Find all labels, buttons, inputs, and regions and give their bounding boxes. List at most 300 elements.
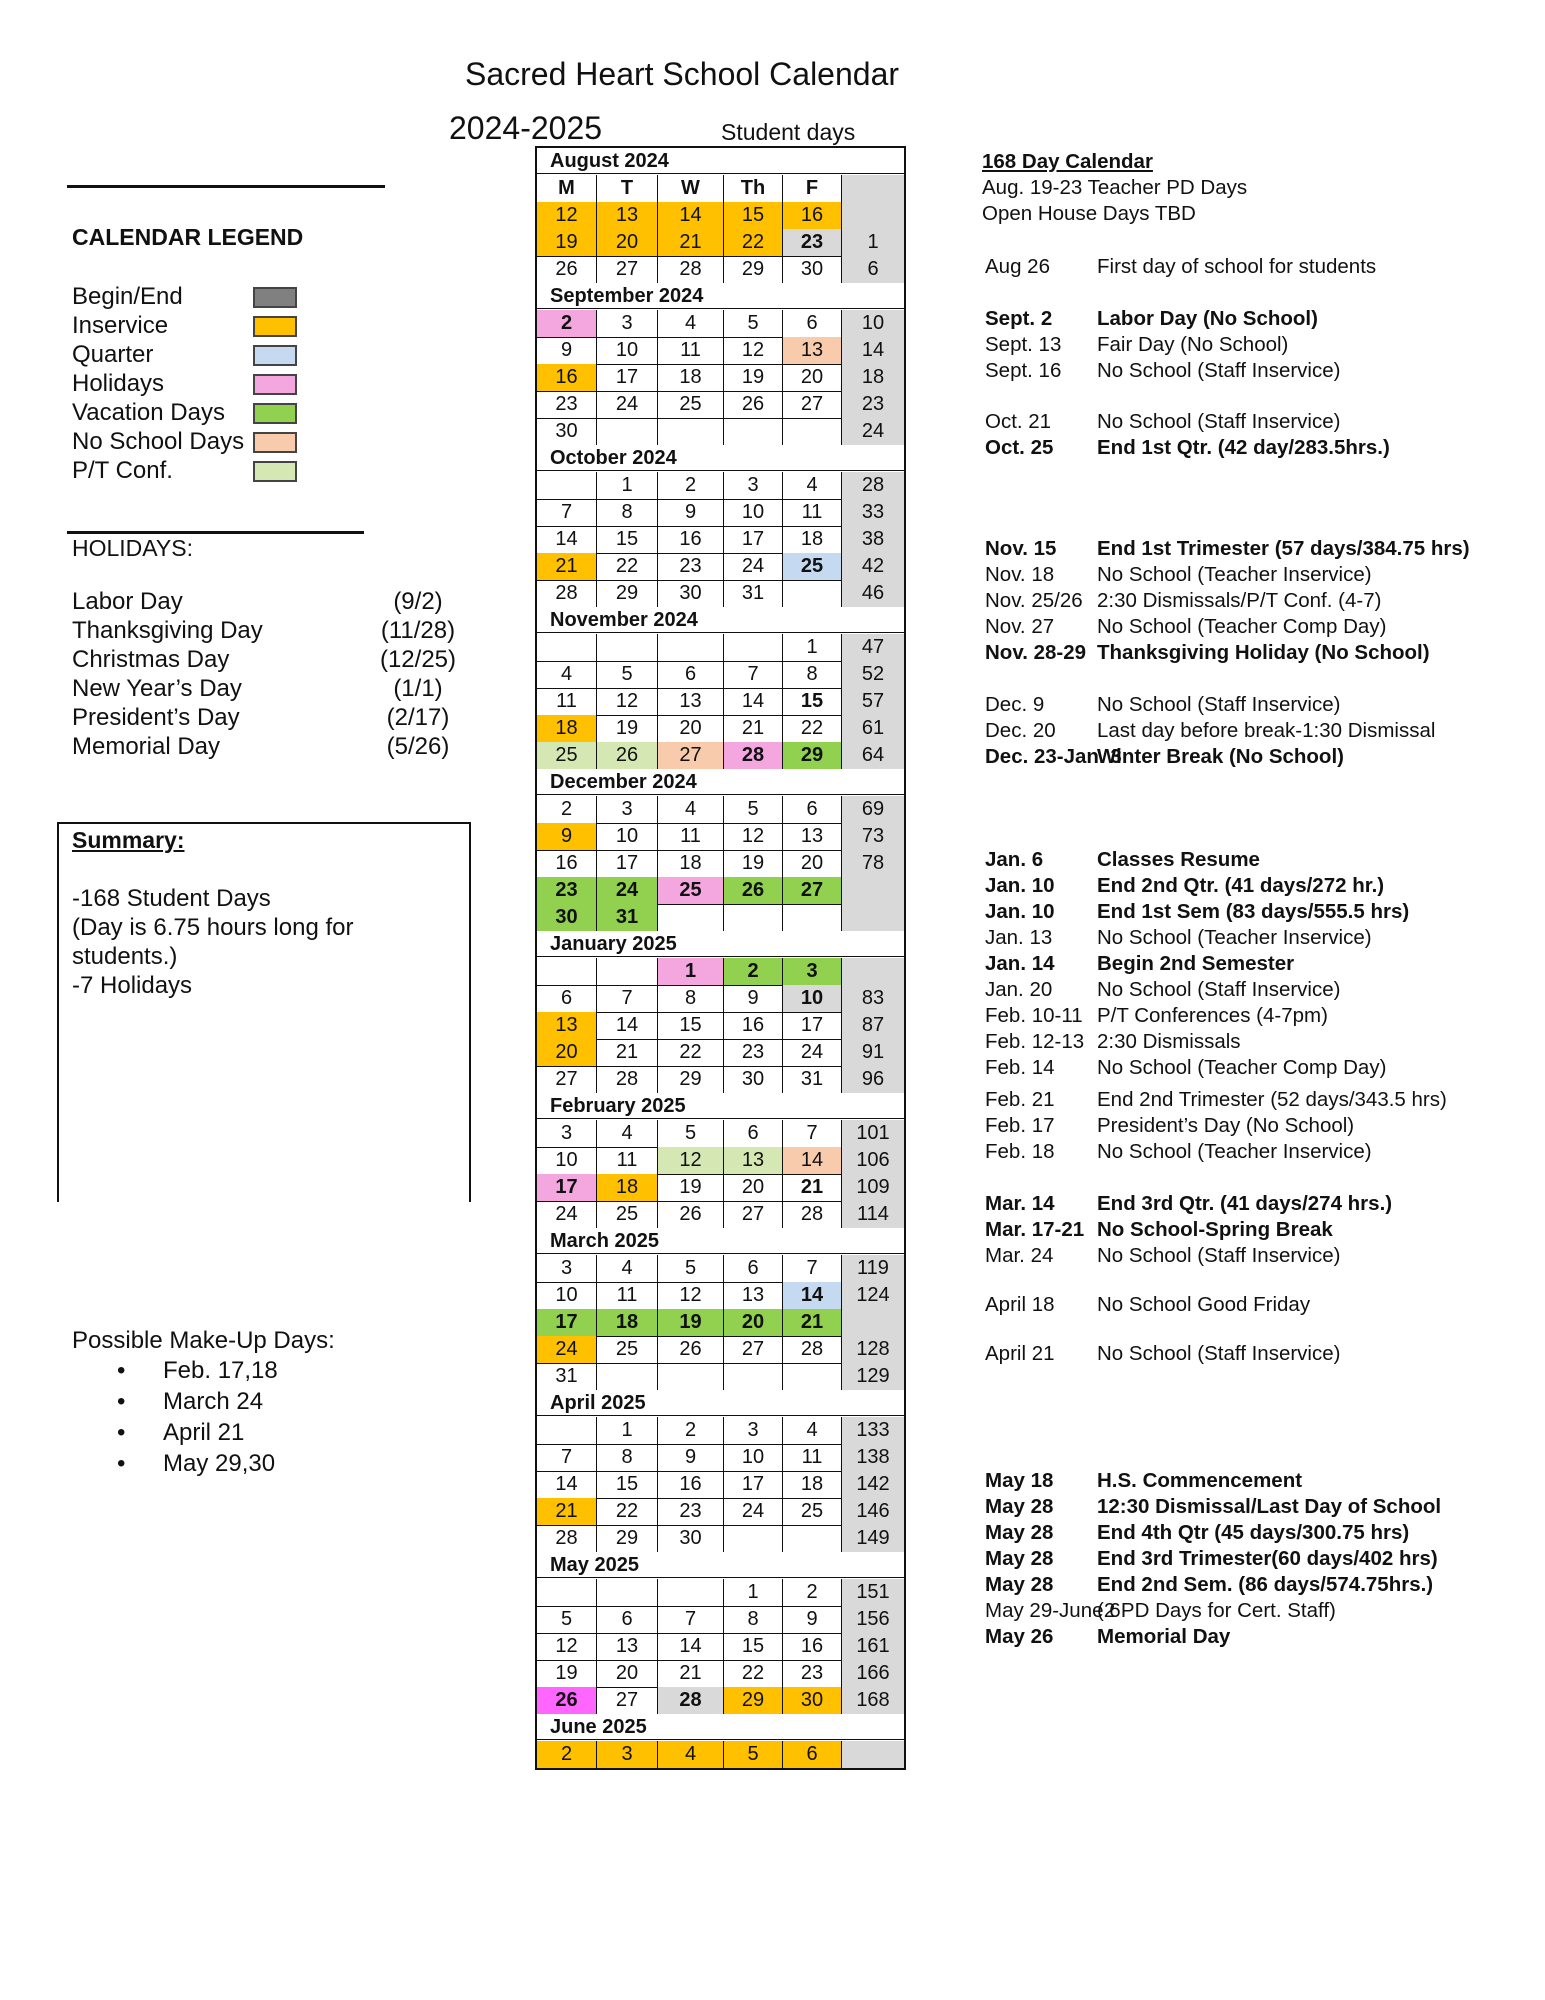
holidays-title: HOLIDAYS: bbox=[72, 535, 193, 561]
month-header: December 2024 bbox=[537, 769, 904, 795]
day-cell: 5 bbox=[658, 1255, 724, 1282]
event-text: 12:30 Dismissal/Last Day of School bbox=[1097, 1495, 1442, 1518]
week-row bbox=[537, 391, 904, 419]
day-cell bbox=[658, 1579, 724, 1606]
event-date: Feb. 17 bbox=[985, 1114, 1055, 1137]
week-row bbox=[537, 1282, 904, 1310]
week-row bbox=[537, 688, 904, 716]
day-cell: 3 bbox=[724, 472, 783, 499]
day-cell: 24 bbox=[724, 1498, 783, 1525]
day-cell: 30 bbox=[783, 256, 842, 283]
day-cell: 24 bbox=[783, 1039, 842, 1066]
day-cell: 15 bbox=[597, 526, 658, 553]
student-day-count: 83 bbox=[842, 985, 904, 1012]
day-cell: 30 bbox=[783, 1687, 842, 1714]
day-cell: 18 bbox=[783, 1471, 842, 1498]
day-cell: 2 bbox=[658, 472, 724, 499]
student-day-count: 18 bbox=[842, 364, 904, 391]
day-cell: 6 bbox=[783, 1741, 842, 1768]
bullet-icon: • bbox=[117, 1388, 126, 1415]
week-row bbox=[537, 580, 904, 608]
summary-title: Summary: bbox=[72, 827, 185, 853]
day-cell: 27 bbox=[783, 391, 842, 418]
day-cell bbox=[537, 472, 597, 499]
day-cell: 9 bbox=[537, 337, 597, 364]
week-row bbox=[537, 1579, 904, 1607]
event-date: Feb. 14 bbox=[985, 1056, 1055, 1079]
day-cell: 17 bbox=[783, 1012, 842, 1039]
day-cell: 23 bbox=[537, 391, 597, 418]
event-date: Mar. 17-21 bbox=[985, 1218, 1085, 1241]
day-cell: 26 bbox=[597, 742, 658, 769]
student-day-count bbox=[842, 1741, 904, 1768]
event-text: Begin 2nd Semester bbox=[1097, 952, 1295, 975]
event-text: President’s Day (No School) bbox=[1097, 1114, 1355, 1137]
week-row bbox=[537, 229, 904, 257]
event-date: Mar. 24 bbox=[985, 1244, 1054, 1267]
holiday-name: Labor Day bbox=[72, 588, 183, 615]
week-row bbox=[537, 1741, 904, 1769]
day-cell: 31 bbox=[783, 1066, 842, 1093]
day-cell: 5 bbox=[597, 661, 658, 688]
day-cell: 16 bbox=[658, 526, 724, 553]
day-cell: 22 bbox=[597, 1498, 658, 1525]
student-day-count: 52 bbox=[842, 661, 904, 688]
day-cell: 21 bbox=[658, 229, 724, 256]
day-cell: 11 bbox=[537, 688, 597, 715]
day-cell: 9 bbox=[724, 985, 783, 1012]
day-cell: 27 bbox=[537, 1066, 597, 1093]
day-cell bbox=[537, 1579, 597, 1606]
student-day-count: 124 bbox=[842, 1282, 904, 1309]
day-cell: F bbox=[783, 175, 842, 202]
week-row bbox=[537, 1120, 904, 1148]
event-text: No School (Staff Inservice) bbox=[1097, 410, 1341, 433]
student-day-count bbox=[842, 175, 904, 202]
legend-swatch bbox=[253, 316, 297, 337]
day-cell: 1 bbox=[783, 634, 842, 661]
day-cell: 5 bbox=[724, 310, 783, 337]
week-row bbox=[537, 1687, 904, 1715]
week-row bbox=[537, 1066, 904, 1094]
week-row bbox=[537, 634, 904, 662]
event-text: End 2nd Qtr. (41 days/272 hr.) bbox=[1097, 874, 1385, 897]
event-date: Dec. 9 bbox=[985, 693, 1045, 716]
week-row bbox=[537, 1039, 904, 1067]
week-row bbox=[537, 364, 904, 392]
event-date: May 28 bbox=[985, 1573, 1054, 1596]
day-cell: 8 bbox=[597, 1444, 658, 1471]
day-cell: 17 bbox=[537, 1174, 597, 1201]
day-cell: 15 bbox=[724, 202, 783, 229]
week-row bbox=[537, 1309, 904, 1337]
day-cell: 31 bbox=[724, 580, 783, 607]
day-cell: 23 bbox=[724, 1039, 783, 1066]
student-day-count bbox=[842, 958, 904, 985]
day-cell: 3 bbox=[783, 958, 842, 985]
event-text: End 3rd Trimester(60 days/402 hrs) bbox=[1097, 1547, 1438, 1570]
day-cell: 21 bbox=[597, 1039, 658, 1066]
event-date: Nov. 28-29 bbox=[985, 641, 1087, 664]
student-day-count bbox=[842, 904, 904, 931]
month-header: February 2025 bbox=[537, 1093, 904, 1119]
event-text: (2 PD Days for Cert. Staff) bbox=[1097, 1599, 1336, 1622]
day-cell: 17 bbox=[724, 526, 783, 553]
summary-box bbox=[57, 822, 471, 1202]
day-cell: 30 bbox=[658, 580, 724, 607]
day-cell bbox=[724, 904, 783, 931]
day-cell: 29 bbox=[724, 256, 783, 283]
student-day-count: 142 bbox=[842, 1471, 904, 1498]
event-date: Jan. 13 bbox=[985, 926, 1053, 949]
day-cell: 3 bbox=[597, 1741, 658, 1768]
week-row bbox=[537, 1525, 904, 1553]
day-cell: 25 bbox=[597, 1201, 658, 1228]
holiday-date: (11/28) bbox=[380, 617, 456, 644]
day-cell: 16 bbox=[783, 1633, 842, 1660]
student-day-count: 14 bbox=[842, 337, 904, 364]
day-cell: 27 bbox=[597, 1687, 658, 1714]
event-date: Nov. 18 bbox=[985, 563, 1055, 586]
student-day-count: 91 bbox=[842, 1039, 904, 1066]
day-cell: 28 bbox=[658, 256, 724, 283]
day-cell: 21 bbox=[783, 1174, 842, 1201]
day-cell: 24 bbox=[537, 1336, 597, 1363]
day-cell: 4 bbox=[658, 310, 724, 337]
event-date: Feb. 10-11 bbox=[985, 1004, 1083, 1027]
day-cell: 7 bbox=[724, 661, 783, 688]
day-cell: 14 bbox=[537, 1471, 597, 1498]
legend-swatch bbox=[253, 287, 297, 308]
student-day-count: 1 bbox=[842, 229, 904, 256]
event-text: No School (Teacher Inservice) bbox=[1097, 1140, 1372, 1163]
day-cell: 6 bbox=[658, 661, 724, 688]
summary-line: (Day is 6.75 hours long for bbox=[72, 914, 354, 941]
school-year: 2024-2025 bbox=[449, 110, 603, 146]
legend-label: Holidays bbox=[72, 370, 165, 397]
day-cell: 28 bbox=[658, 1687, 724, 1714]
event-text: End 1st Trimester (57 days/384.75 hrs) bbox=[1097, 537, 1470, 560]
day-cell: 27 bbox=[724, 1201, 783, 1228]
day-cell: 31 bbox=[537, 1363, 597, 1390]
day-cell: W bbox=[658, 175, 724, 202]
open-house-note: Open House Days TBD bbox=[982, 202, 1196, 225]
student-day-count: 78 bbox=[842, 850, 904, 877]
day-cell bbox=[724, 634, 783, 661]
event-date: Aug 26 bbox=[985, 255, 1050, 278]
day-cell: 14 bbox=[597, 1012, 658, 1039]
day-cell: 4 bbox=[597, 1120, 658, 1147]
week-row bbox=[537, 1201, 904, 1229]
day-cell: 10 bbox=[783, 985, 842, 1012]
day-cell: 13 bbox=[658, 688, 724, 715]
day-cell: 6 bbox=[783, 310, 842, 337]
day-cell: 16 bbox=[724, 1012, 783, 1039]
day-cell: 16 bbox=[537, 850, 597, 877]
day-cell: 29 bbox=[597, 1525, 658, 1552]
day-cell bbox=[724, 1525, 783, 1552]
day-cell: 14 bbox=[724, 688, 783, 715]
legend-divider bbox=[67, 185, 385, 188]
student-day-count: 87 bbox=[842, 1012, 904, 1039]
week-row bbox=[537, 337, 904, 365]
day-cell: 11 bbox=[658, 823, 724, 850]
student-day-count: 166 bbox=[842, 1660, 904, 1687]
makeup-title: Possible Make-Up Days: bbox=[72, 1327, 335, 1354]
day-cell: M bbox=[537, 175, 597, 202]
day-cell: 5 bbox=[724, 796, 783, 823]
makeup-date: April 21 bbox=[163, 1419, 245, 1446]
day-cell: 11 bbox=[783, 1444, 842, 1471]
day-cell: 19 bbox=[537, 229, 597, 256]
week-row bbox=[537, 1147, 904, 1175]
day-cell: 9 bbox=[783, 1606, 842, 1633]
week-row bbox=[537, 1444, 904, 1472]
day-cell: 12 bbox=[537, 202, 597, 229]
day-header-row bbox=[537, 175, 904, 203]
event-text: No School (Staff Inservice) bbox=[1097, 1342, 1341, 1365]
day-cell: 28 bbox=[783, 1336, 842, 1363]
legend-label: Begin/End bbox=[72, 283, 183, 310]
day-cell: 27 bbox=[783, 877, 842, 904]
day-cell: 6 bbox=[724, 1120, 783, 1147]
day-cell: 15 bbox=[724, 1633, 783, 1660]
week-row bbox=[537, 1174, 904, 1202]
day-cell: 7 bbox=[537, 1444, 597, 1471]
student-day-count: 101 bbox=[842, 1120, 904, 1147]
day-cell: 26 bbox=[658, 1336, 724, 1363]
week-row bbox=[537, 256, 904, 284]
holiday-date: (2/17) bbox=[386, 704, 450, 731]
event-date: April 18 bbox=[985, 1293, 1055, 1316]
day-cell bbox=[783, 1525, 842, 1552]
day-cell: 22 bbox=[724, 229, 783, 256]
holiday-name: New Year’s Day bbox=[72, 675, 242, 702]
day-cell: 12 bbox=[658, 1282, 724, 1309]
legend-swatch bbox=[253, 432, 297, 453]
day-cell: 28 bbox=[724, 742, 783, 769]
day-cell: 4 bbox=[537, 661, 597, 688]
event-text: P/T Conferences (4-7pm) bbox=[1097, 1004, 1328, 1027]
student-day-count: 28 bbox=[842, 472, 904, 499]
day-cell: 2 bbox=[537, 796, 597, 823]
student-day-count: 106 bbox=[842, 1147, 904, 1174]
week-row bbox=[537, 499, 904, 527]
day-cell: 18 bbox=[537, 715, 597, 742]
makeup-item bbox=[117, 1450, 275, 1478]
week-row bbox=[537, 1255, 904, 1283]
holiday-date: (1/1) bbox=[393, 675, 443, 702]
makeup-item bbox=[117, 1419, 244, 1447]
week-row bbox=[537, 850, 904, 878]
day-cell: 23 bbox=[537, 877, 597, 904]
student-day-count: 146 bbox=[842, 1498, 904, 1525]
student-day-count: 42 bbox=[842, 553, 904, 580]
day-cell: 12 bbox=[724, 823, 783, 850]
day-cell: 30 bbox=[537, 904, 597, 931]
day-cell: 26 bbox=[724, 877, 783, 904]
week-row bbox=[537, 904, 904, 932]
day-cell: 2 bbox=[537, 310, 597, 337]
holiday-date: (9/2) bbox=[393, 588, 443, 615]
event-text: No School (Staff Inservice) bbox=[1097, 978, 1341, 1001]
day-cell: 20 bbox=[783, 364, 842, 391]
event-date: Oct. 25 bbox=[985, 436, 1054, 459]
day-cell: 18 bbox=[658, 364, 724, 391]
month-header: May 2025 bbox=[537, 1552, 904, 1578]
day-cell bbox=[658, 904, 724, 931]
event-date: Sept. 13 bbox=[985, 333, 1062, 356]
event-date: Oct. 21 bbox=[985, 410, 1052, 433]
event-text: Last day before break-1:30 Dismissal bbox=[1097, 719, 1436, 742]
day-cell: 20 bbox=[597, 229, 658, 256]
week-row bbox=[537, 661, 904, 689]
day-cell: 28 bbox=[537, 1525, 597, 1552]
day-cell: 25 bbox=[783, 1498, 842, 1525]
day-cell: 22 bbox=[783, 715, 842, 742]
student-day-count: 133 bbox=[842, 1417, 904, 1444]
day-cell bbox=[783, 904, 842, 931]
day-cell: 15 bbox=[597, 1471, 658, 1498]
day-cell: 29 bbox=[658, 1066, 724, 1093]
day-cell: 7 bbox=[537, 499, 597, 526]
day-cell: 25 bbox=[597, 1336, 658, 1363]
day-cell: 11 bbox=[597, 1147, 658, 1174]
day-cell: 29 bbox=[783, 742, 842, 769]
student-day-count: 168 bbox=[842, 1687, 904, 1714]
student-day-count: 38 bbox=[842, 526, 904, 553]
day-cell: 17 bbox=[597, 850, 658, 877]
day-cell: 21 bbox=[783, 1309, 842, 1336]
day-cell bbox=[658, 634, 724, 661]
day-cell: 8 bbox=[724, 1606, 783, 1633]
week-row bbox=[537, 1471, 904, 1499]
event-text: No School Good Friday bbox=[1097, 1293, 1311, 1316]
student-day-count: 46 bbox=[842, 580, 904, 607]
day-cell: 25 bbox=[783, 553, 842, 580]
event-date: Jan. 14 bbox=[985, 952, 1055, 975]
day-cell: 18 bbox=[597, 1309, 658, 1336]
day-cell: 12 bbox=[658, 1147, 724, 1174]
event-date: Dec. 23-Jan. 3 bbox=[985, 745, 1122, 768]
summary-line: -168 Student Days bbox=[72, 885, 271, 912]
day-cell: 21 bbox=[537, 553, 597, 580]
month-header: March 2025 bbox=[537, 1228, 904, 1254]
week-row bbox=[537, 1606, 904, 1634]
event-text: End 2nd Sem. (86 days/574.75hrs.) bbox=[1097, 1573, 1434, 1596]
day-cell: 5 bbox=[537, 1606, 597, 1633]
week-row bbox=[537, 796, 904, 824]
day-cell: 15 bbox=[658, 1012, 724, 1039]
day-cell: 6 bbox=[597, 1606, 658, 1633]
month-header: June 2025 bbox=[537, 1714, 904, 1740]
day-cell: 10 bbox=[537, 1282, 597, 1309]
student-day-count: 6 bbox=[842, 256, 904, 283]
event-text: No School (Teacher Comp Day) bbox=[1097, 615, 1387, 638]
event-date: Feb. 12-13 bbox=[985, 1030, 1085, 1053]
event-text: 2:30 Dismissals/P/T Conf. (4-7) bbox=[1097, 589, 1382, 612]
event-date: April 21 bbox=[985, 1342, 1055, 1365]
day-cell: 16 bbox=[537, 364, 597, 391]
day-cell: 6 bbox=[537, 985, 597, 1012]
day-cell bbox=[783, 418, 842, 445]
day-cell: 23 bbox=[783, 1660, 842, 1687]
student-day-count: 23 bbox=[842, 391, 904, 418]
makeup-item bbox=[117, 1388, 263, 1416]
holidays-divider bbox=[67, 531, 364, 534]
day-cell: 25 bbox=[537, 742, 597, 769]
day-cell: 17 bbox=[537, 1309, 597, 1336]
day-cell: T bbox=[597, 175, 658, 202]
student-day-count: 114 bbox=[842, 1201, 904, 1228]
day-cell bbox=[724, 1363, 783, 1390]
day-cell: 26 bbox=[724, 391, 783, 418]
week-row bbox=[537, 1363, 904, 1391]
calendar-grid bbox=[535, 146, 906, 1770]
day-cell: 13 bbox=[783, 337, 842, 364]
day-cell: 27 bbox=[724, 1336, 783, 1363]
student-day-count: 57 bbox=[842, 688, 904, 715]
legend-title: CALENDAR LEGEND bbox=[72, 224, 304, 250]
page-title: Sacred Heart School Calendar bbox=[465, 56, 900, 92]
week-row bbox=[537, 958, 904, 986]
day-cell: 8 bbox=[658, 985, 724, 1012]
day-cell: 21 bbox=[724, 715, 783, 742]
day-cell: 11 bbox=[597, 1282, 658, 1309]
event-date: May 28 bbox=[985, 1547, 1054, 1570]
event-text: End 3rd Qtr. (41 days/274 hrs.) bbox=[1097, 1192, 1393, 1215]
day-cell: 1 bbox=[724, 1579, 783, 1606]
week-row bbox=[537, 823, 904, 851]
student-day-count: 73 bbox=[842, 823, 904, 850]
day-cell: 19 bbox=[658, 1174, 724, 1201]
event-text: End 4th Qtr (45 days/300.75 hrs) bbox=[1097, 1521, 1410, 1544]
day-cell: 3 bbox=[597, 310, 658, 337]
day-cell bbox=[537, 634, 597, 661]
holiday-name: Christmas Day bbox=[72, 646, 230, 673]
day-cell: 23 bbox=[783, 229, 842, 256]
day-cell: 10 bbox=[597, 337, 658, 364]
day-cell: 24 bbox=[537, 1201, 597, 1228]
event-text: No School-Spring Break bbox=[1097, 1218, 1333, 1241]
event-text: No School (Teacher Comp Day) bbox=[1097, 1056, 1387, 1079]
week-row bbox=[537, 985, 904, 1013]
day-cell: 2 bbox=[783, 1579, 842, 1606]
day-cell: 13 bbox=[597, 202, 658, 229]
day-cell bbox=[783, 1363, 842, 1390]
legend-label: Vacation Days bbox=[72, 399, 225, 426]
day-cell: 11 bbox=[658, 337, 724, 364]
day-cell: 24 bbox=[597, 391, 658, 418]
day-cell: 3 bbox=[724, 1417, 783, 1444]
day-cell: 3 bbox=[537, 1120, 597, 1147]
day-cell: 21 bbox=[537, 1498, 597, 1525]
day-cell: 24 bbox=[597, 877, 658, 904]
day-cell: 7 bbox=[658, 1606, 724, 1633]
day-cell: 4 bbox=[783, 1417, 842, 1444]
month-header: November 2024 bbox=[537, 607, 904, 633]
week-row bbox=[537, 742, 904, 770]
day-cell: 9 bbox=[537, 823, 597, 850]
student-day-count: 61 bbox=[842, 715, 904, 742]
day-cell: 19 bbox=[537, 1660, 597, 1687]
week-row bbox=[537, 526, 904, 554]
makeup-date: March 24 bbox=[163, 1388, 264, 1415]
day-cell: 27 bbox=[658, 742, 724, 769]
week-row bbox=[537, 1336, 904, 1364]
day-cell bbox=[658, 418, 724, 445]
event-text: Fair Day (No School) bbox=[1097, 333, 1289, 356]
